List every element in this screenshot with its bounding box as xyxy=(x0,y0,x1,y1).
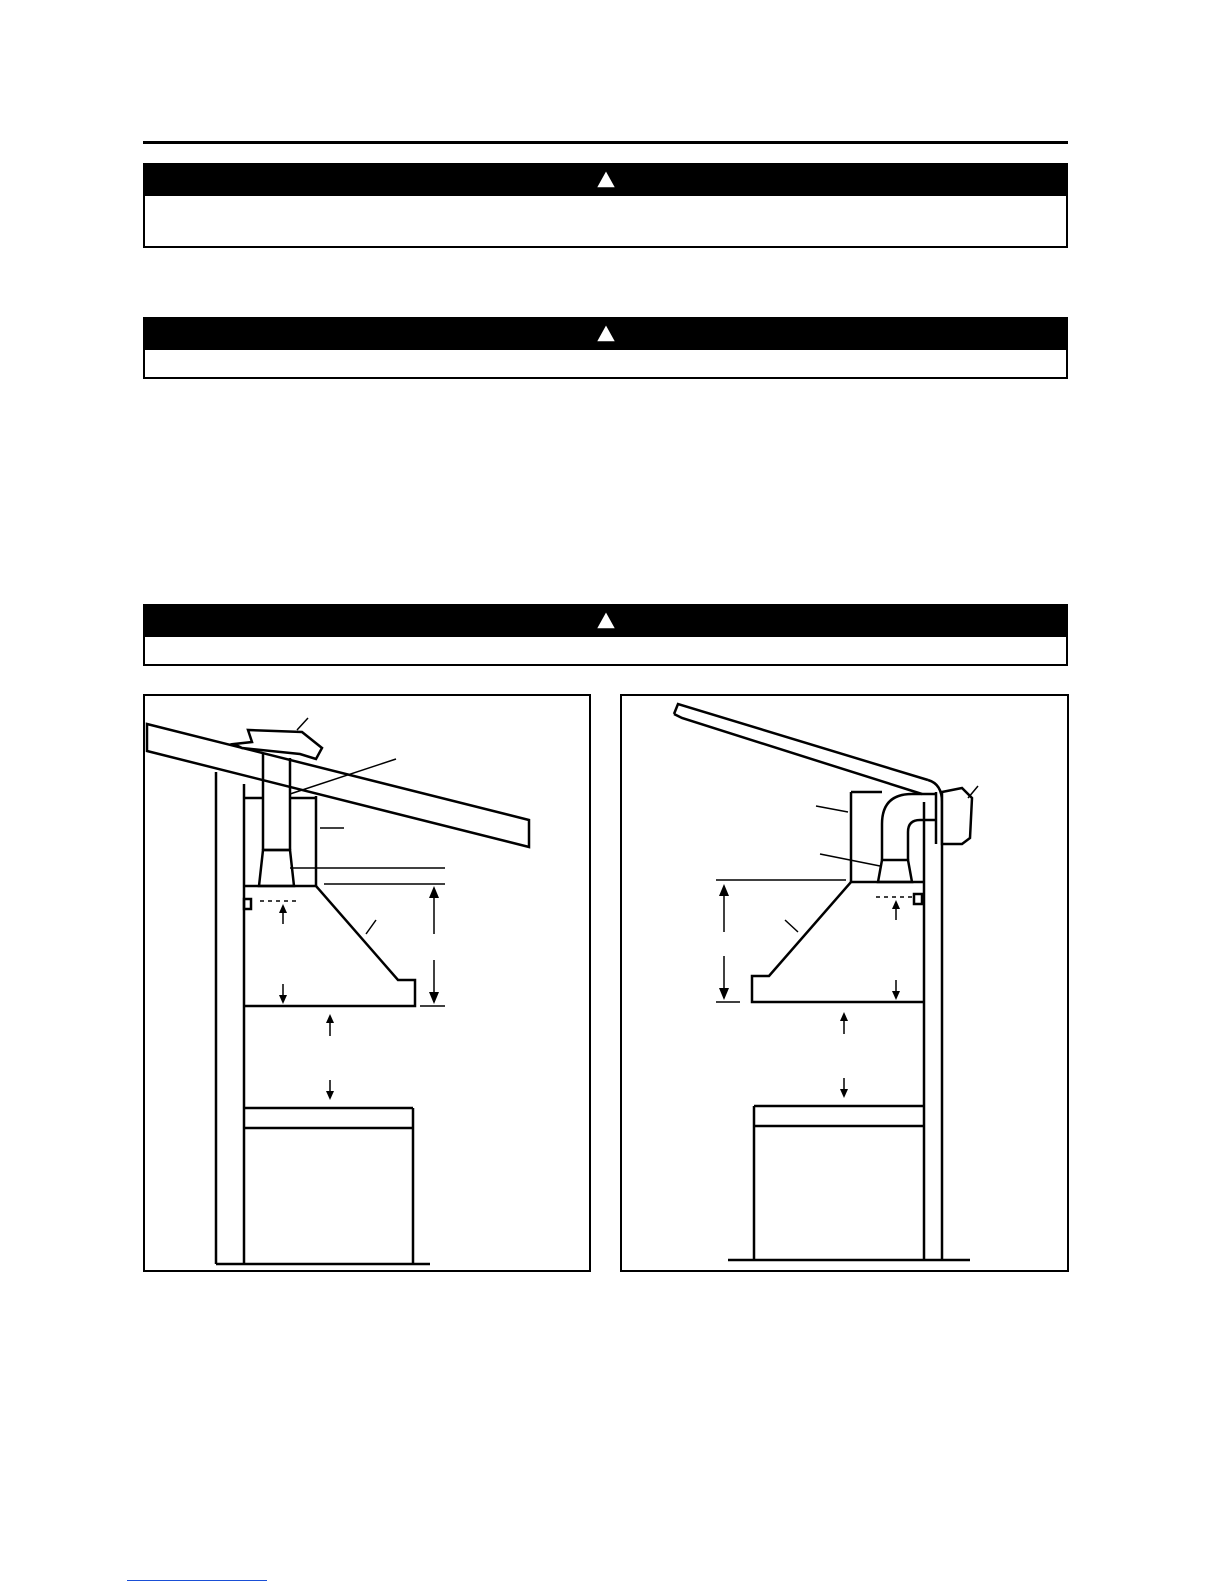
warning-header-bar xyxy=(145,165,1066,196)
figure-wall-vent xyxy=(620,694,1069,1272)
warning-box-1 xyxy=(143,163,1068,248)
warning-text xyxy=(145,350,1066,376)
warning-text xyxy=(145,196,1066,222)
footer-link-underline[interactable] xyxy=(127,1580,267,1581)
wall-vent-diagram xyxy=(622,696,1067,1270)
warning-triangle-icon xyxy=(594,609,618,631)
top-rule xyxy=(143,141,1068,144)
warning-text xyxy=(145,637,1066,663)
roof-vent-diagram xyxy=(145,696,589,1270)
warning-header-bar xyxy=(145,606,1066,637)
figure-roof-vent xyxy=(143,694,591,1272)
warning-box-2 xyxy=(143,317,1068,379)
warning-triangle-icon xyxy=(594,168,618,190)
warning-header-bar xyxy=(145,319,1066,350)
warning-box-3 xyxy=(143,604,1068,666)
warning-triangle-icon xyxy=(594,322,618,344)
